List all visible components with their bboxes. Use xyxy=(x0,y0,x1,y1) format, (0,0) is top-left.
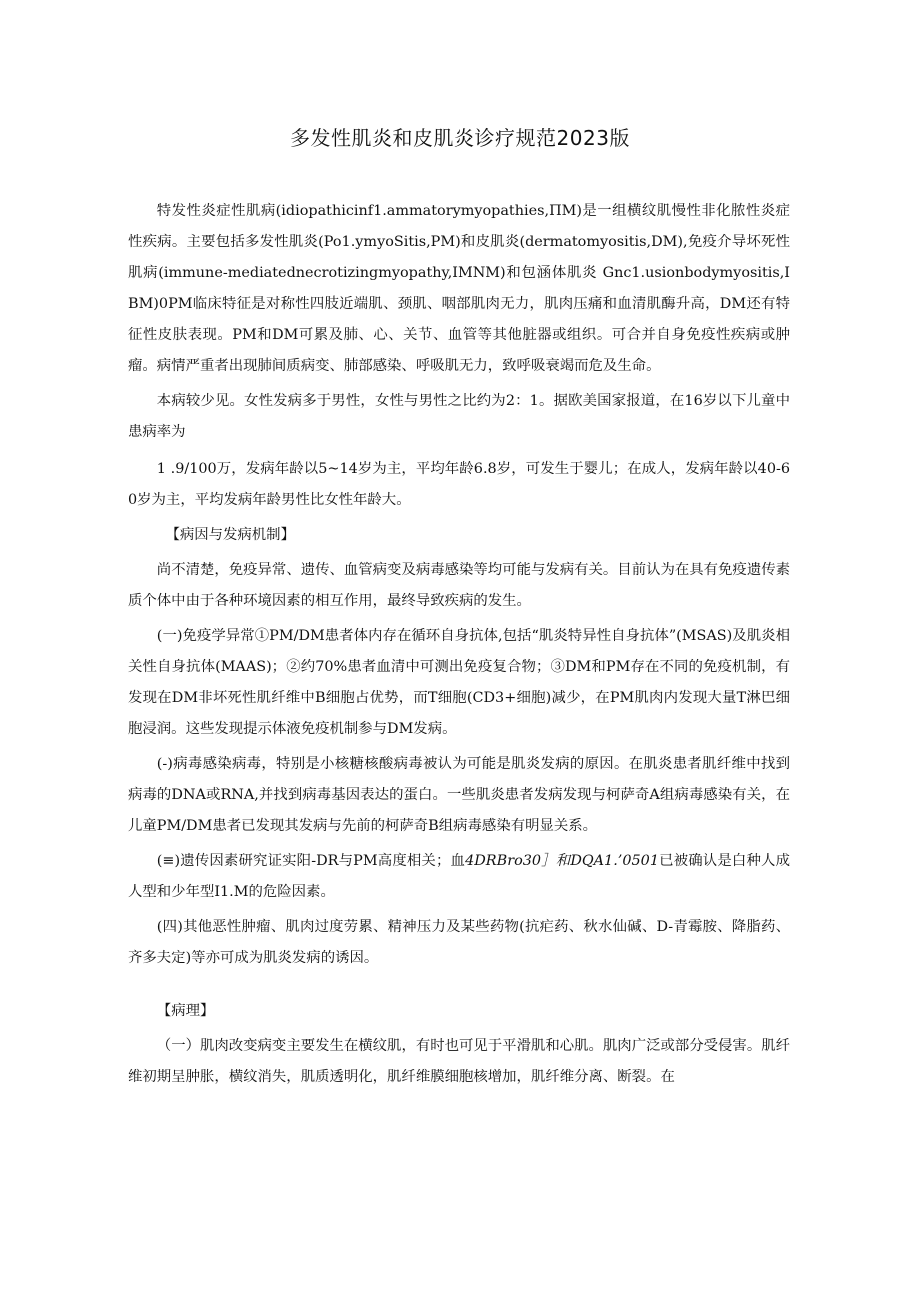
section-heading-etiology: 【病因与发病机制】 xyxy=(165,527,295,543)
paragraph-etiology-intro: 尚不清楚，免疫异常、遗传、血管病变及病毒感染等均可能与发病有关。目前认为在具有免疫遗传素质个体中由于各种环境因素的相互作用，最终导致疾病的发生。 xyxy=(128,562,790,609)
genetic-text-suffix: 已被确认是白种人成人型和少年型I1.M的危险因素。 xyxy=(128,853,790,900)
document-title: 多发性肌炎和皮肌炎诊疗规范2023版 xyxy=(290,126,630,150)
paragraph-intro: 特发性炎症性肌病(idiopathicinf1.ammatorymyopathies,ПМ)是一组横纹肌慢性非化脓性炎症性疾病。主要包括多发性肌炎(Po1.ymyoSitis,PM)和皮肌炎(dermatomyositis,DM),免疫介导坏死性肌病(immune-mediatednecrotizingmyopathy,IMNM)和包涵体肌炎 Gnc1.usionbodymyositis,IBM)0PM临床特征是对称性四肢近端肌、颈肌、咽部肌肉无力，肌肉压痛和血清肌酶升高，DM还有特征性皮肤表现。PM和DM可累及肺、心、关节、血管等其他脏器或组织。可合并自身免疫性疾病或肿瘤。病情严重者出现肺间质病变、肺部感染、呼吸肌无力，致呼吸衰竭而危及生命。 xyxy=(128,203,790,374)
paragraph-immunology: (一)免疫学异常①PM/DM患者体内存在循环自身抗体,包括“肌炎特异性自身抗体”(MSAS)及肌炎相关性自身抗体(MAAS)；②约70%患者血清中可测出免疫复合物；③DM和PM存在不同的免疫机制，有发现在DM非坏死性肌纤维中B细胞占优势，而T细胞(CD3+细胞)减少，在PM肌肉内发现大量T淋巴细胞浸润。这些发现提示体液免疫机制参与DM发病。 xyxy=(128,628,790,737)
paragraph-genetic xyxy=(128,846,790,908)
section-heading-pathology: 【病理】 xyxy=(156,1003,215,1019)
genetic-gene-markers: 4DRBro30］和DQA1.’0501 xyxy=(465,853,659,869)
paragraph-viral: (-)病毒感染病毒，特别是小核糖核酸病毒被认为可能是肌炎发病的原因。在肌炎患者肌纤维中找到病毒的DNA或RNA,并找到病毒基因表达的蛋白。一些肌炎患者发病发现与柯萨奇A组病毒感染有关，在儿童PM/DM患者已发现其发病与先前的柯萨奇B组病毒感染有明显关系。 xyxy=(128,756,790,834)
paragraph-pathology-1: （一）肌肉改变病变主要发生在横纹肌，有时也可见于平滑肌和心肌。肌肉广泛或部分受侵害。肌纤维初期呈肿胀，横纹消失，肌质透明化，肌纤维膜细胞核增加，肌纤维分离、断裂。在 xyxy=(128,1038,790,1085)
paragraph-epidemiology-2: 1 .9/100万，发病年龄以5~14岁为主，平均年龄6.8岁，可发生于婴儿；在成人，发病年龄以40-60岁为主，平均发病年龄男性比女性年龄大。 xyxy=(128,461,790,508)
genetic-text-prefix: (≡)遗传因素研究证实阳-DR与PM高度相关；血 xyxy=(156,853,466,869)
document-body xyxy=(128,196,790,1093)
paragraph-epidemiology-1: 本病较少见。女性发病多于男性，女性与男性之比约为2：1。据欧美国家报道，在16岁以下儿童中患病率为 xyxy=(128,393,790,440)
paragraph-other-factors: (四)其他恶性肿瘤、肌肉过度劳累、精神压力及某些药物(抗疟药、秋水仙碱、D-青霉胺、降脂药、齐多夫定)等亦可成为肌炎发病的诱因。 xyxy=(128,919,790,966)
